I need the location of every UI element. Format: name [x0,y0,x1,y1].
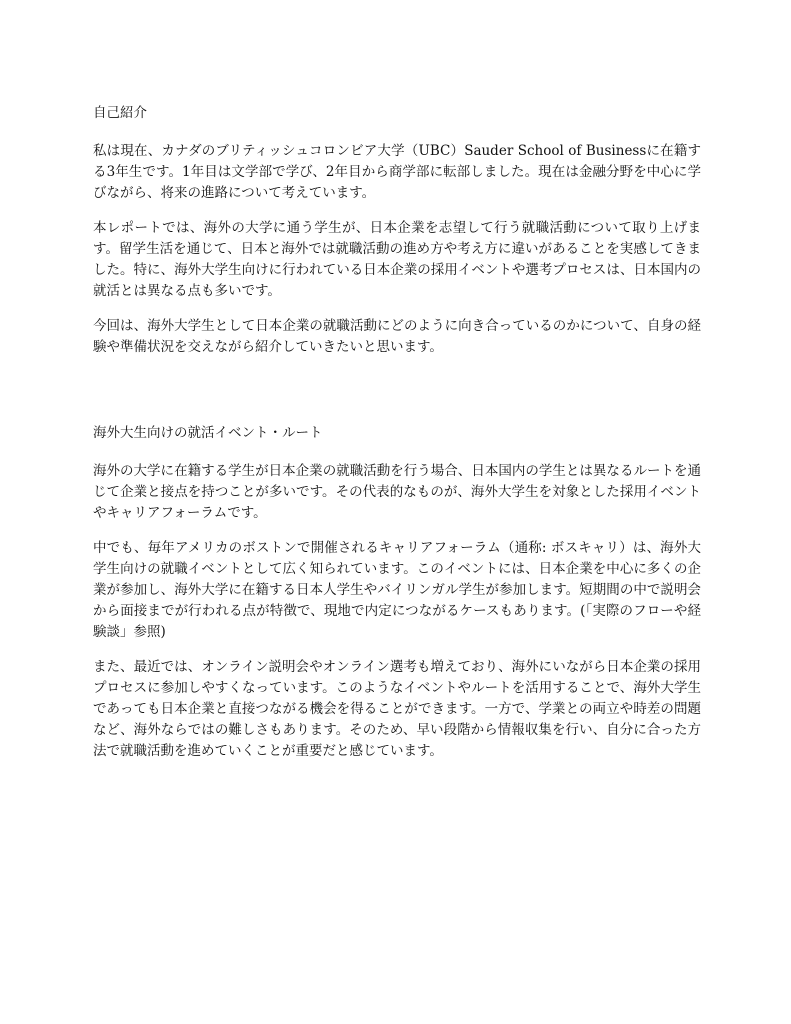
section-spacer [93,372,701,423]
paragraph: 中でも、毎年アメリカのボストンで開催されるキャリアフォーラム（通称: ボスキャリ）は、海外大学生向けの就職イベントとして広く知られています。このイベントには、日本企業を中心に多くの企業が参加し、海外大学に在籍する日本人学生やバイリンガル学生が参加します。短期間の中で説明会から面接までが行われる点が特徴で、現地で内定につながるケースもあります。(「実際のフローや経験談」参照) [93,540,701,640]
paragraph: また、最近では、オンライン説明会やオンライン選考も増えており、海外にいながら日本企業の採用プロセスに参加しやすくなっています。このようなイベントやルートを活用することで、海外大学生であっても日本企業と直接つながる機会を得ることができます。一方で、学業との両立や時差の問題など、海外ならではの難しさもあります。そのため、早い段階から情報収集を行い、自分に合った方法で就職活動を進めていくことが重要だと感じています。 [93,659,701,759]
document-body [93,103,701,776]
paragraph: 私は現在、カナダのブリティッシュコロンビア大学（UBC）Sauder School of Businessに在籍する3年生です。1年目は文学部で学び、2年目から商学部に転部しました。現在は金融分野を中心に学びながら、将来の進路について考えています。 [93,143,701,201]
section-title-self-introduction: 自己紹介 [93,105,147,121]
paragraph: 海外の大学に在籍する学生が日本企業の就職活動を行う場合、日本国内の学生とは異なるルートを通じて企業と接点を持つことが多いです。その代表的なものが、海外大学生を対象とした採用イベントやキャリアフォーラムです。 [93,463,701,521]
paragraph: 今回は、海外大学生として日本企業の就職活動にどのように向き合っているのかについて、自身の経験や準備状況を交えながら紹介していきたいと思います。 [93,318,701,355]
section-title-overseas-job-hunting-events: 海外大生向けの就活イベント・ルート [93,425,323,441]
paragraph: 本レポートでは、海外の大学に通う学生が、日本企業を志望して行う就職活動について取り上げます。留学生活を通じて、日本と海外では就職活動の進め方や考え方に違いがあることを実感してきました。特に、海外大学生向けに行われている日本企業の採用イベントや選考プロセスは、日本国内の就活とは異なる点も多いです。 [93,220,701,299]
